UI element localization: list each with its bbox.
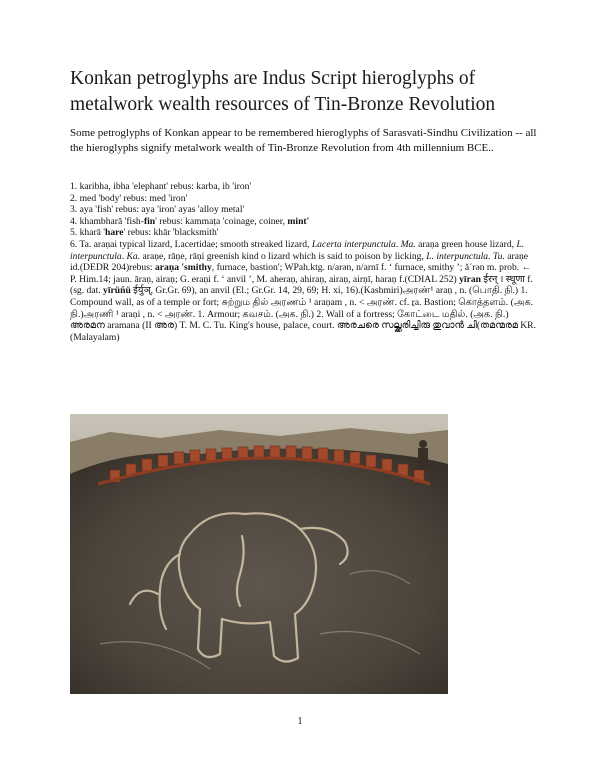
list-item-2: 2. med 'body' rebus: med 'iron' [70,192,188,204]
page-number: 1 [297,716,303,727]
hieroglyph-list [70,181,540,343]
intro-paragraph: Some petroglyphs of Konkan appear to be remembered hieroglyphs of Sarasvati-Sindhu Civilization -- all the hieroglyphs signify metalwork wealth of Tin-Bronze Revolution from 4th millennium BCE.. [70,127,537,154]
list-item-6: 6. Ta. araṇai typical lizard, Lacertidae; smooth streaked lizard, Lacerta interpunctula. Ma. araṇa green house lizard, L. interpunctula. Ka. araṇe, rāṇe, rāṇi greenish kind o lizard which is said to poison by licking, L. interpunctula. Tu. araṇe id.(DEDR 204)rebus: araṇa 'smithy, furnace, bastion'; WPah.ktg. n/arən, n/arnī f. ‘ furnace, smithy ’; ă´rən m. prob. ← P. Him.14; jaun. āraṇ, airaṇ; G. eraṇi f. ‘ anvil ’, M. aheraṇ, ahiraṇ, airaṇ, airṇī, haraṇ f.(CDIAL 252) yīran ईरन् । स्थूणा f. (sg. dat. yīrüñü ईर्युञ्, Gr.Gr. 69), an anvil (El.; Gr.Gr. 14, 29, 69; H. xi, 16).(Kashmiri)அரண்¹ araṇ , n. (பொதி. நி.) 1. Compound wall, as of a temple or fort; சுற்றும தில் அரணம் ¹ araṇam , n. < அரண். cf. ṟa. Bastion; கொத்தளம். (அக. நி.)அரணி ¹ araṇi , n. < அரண். 1. Armour; கவசம். (அக. நி.) 2. Wall of a fortress; கோட்டை மதில். (அக. நி.) അരമന aramana (II അര) T. M. C. Tu. King's house, palace, court. അരചരെ സല്ക്കരിച്ചിരു തുവാൻ ചി(തമന്മരമ KR.(Malayalam) [70,238,536,343]
petroglyph-photo [70,414,448,694]
list-item-3: 3. aya 'fish' rebus: aya 'iron' ayas 'alloy metal' [70,204,245,216]
list-item-1: 1. karibha, ibha 'elephant' rebus: karba, ib 'iron' [70,181,252,192]
list-item-5: 5. kharā 'hare' rebus: khār 'blacksmith' [70,227,219,239]
list-item-4: 4. khambharā 'fish-fin' rebus: kammaṭa 'coinage, coiner, mint' [70,215,310,227]
page-title: Konkan petroglyphs are Indus Script hieroglyphs of metalwork wealth resources of Tin-Bronze Revolution [70,68,496,115]
petroglyph-photo-illustration [70,414,448,694]
